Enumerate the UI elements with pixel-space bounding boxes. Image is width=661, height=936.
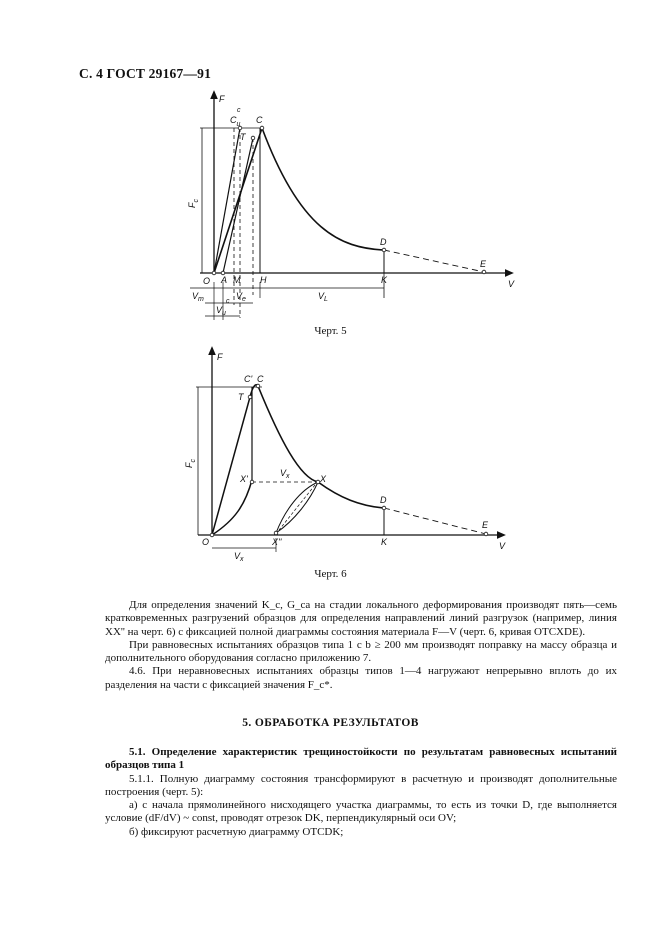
figure-5 xyxy=(0,0,661,330)
section-5-text xyxy=(105,746,617,839)
t-label: T xyxy=(240,132,246,142)
paragraph-2: При равновесных испытаниях образцов типа 1 с b ≥ 200 мм производят поправку на массу образца и дополнительного оборудования согласно приложению 7. xyxy=(105,638,617,665)
x-label: X xyxy=(320,474,327,484)
h-label: H xyxy=(260,275,267,285)
cprime-label: C' xyxy=(244,374,253,384)
t-label: T xyxy=(238,392,244,402)
item-a: а) с начала прямолинейного нисходящего участка диаграммы, то есть из точки D, где выполняется условие (dF/dV) ~ const, проводят отрезок DK, перпендикулярный оси OV; xyxy=(105,799,617,825)
k-label: K xyxy=(381,275,388,285)
vu-label: $V_u$ xyxy=(216,305,226,317)
c-label: C xyxy=(257,374,264,384)
o-label: O xyxy=(203,276,211,286)
item-b: б) фиксируют расчетную диаграмму OTCDK; xyxy=(129,825,344,838)
v-axis-label: V xyxy=(508,279,515,289)
paragraph-1: Для определения значений K_c, G_ca на стадии локального деформирования производят пять—семь кратковременных разгрузений образцов для определения направлений линий разгрузок (например, линия XX'' на черт. 6) с фиксацией полной диаграммы состояния материала F—V (черт. 6, кривая OTCXDE). xyxy=(105,599,617,638)
vu-sup-label: c xyxy=(226,298,230,305)
vx-label: $V_x$ xyxy=(234,551,244,563)
f-axis-label: F xyxy=(217,352,223,362)
a-label: A xyxy=(221,275,228,285)
diagram-curve xyxy=(262,128,384,250)
vm-label: $V_m$ xyxy=(192,291,204,303)
cu-label: $C_u$ xyxy=(230,115,241,128)
figure-5-caption: Черт. 5 xyxy=(314,325,347,337)
fc-label: $F_c$ xyxy=(187,199,200,208)
ve-label: $V_e$ xyxy=(236,291,246,303)
cu-sup-label: c xyxy=(237,107,241,114)
subsection-5-1-1: 5.1.1. Полную диаграмму состояния трансформируют в расчетную и производят дополнительные построения (черт. 5): xyxy=(105,772,617,798)
subsection-5-1: 5.1. Определение характеристик трещиностойкости по результатам равновесных испытаний образцов типа 1 xyxy=(105,746,617,772)
e-label: E xyxy=(480,259,487,269)
vx-top-label: $V_x$ xyxy=(280,468,290,480)
o-label: O xyxy=(202,537,210,547)
figure-6 xyxy=(0,345,661,565)
vl-label: $V_L$ xyxy=(318,291,328,303)
body-text-block xyxy=(105,599,617,692)
diagram-curve xyxy=(258,386,384,508)
e-label: E xyxy=(482,520,489,530)
figure-6-caption: Черт. 6 xyxy=(314,568,347,580)
m-label: M xyxy=(233,275,241,285)
page-header: С. 4 ГОСТ 29167—91 xyxy=(79,66,212,81)
xprime-label: X' xyxy=(240,474,248,484)
d-label: D xyxy=(380,237,387,247)
paragraph-3: 4.6. При неравновесных испытаниях образцы типов 1—4 нагружают непрерывно вплоть до их разделения на части с фиксацией значения F_c*. xyxy=(105,665,617,691)
v-axis-label: V xyxy=(499,541,506,551)
f-axis-label: F xyxy=(219,94,225,104)
c-label: C xyxy=(256,115,263,125)
section-title: 5. ОБРАБОТКА РЕЗУЛЬТАТОВ xyxy=(242,717,419,729)
fc-label: $F_c$ xyxy=(184,459,197,468)
xdouble-label: X'' xyxy=(272,537,282,547)
k-label: K xyxy=(381,537,388,547)
d-label: D xyxy=(380,495,387,505)
